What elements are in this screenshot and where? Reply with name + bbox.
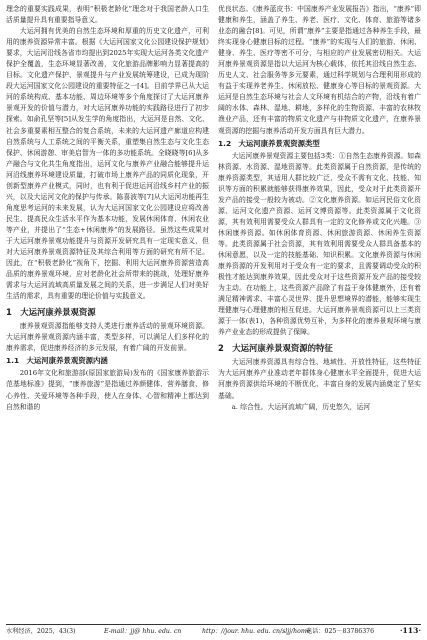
left-column — [6, 4, 209, 413]
journal-citation: 水利经济，2025，43(3) — [6, 628, 76, 635]
subsection-heading: 1.1 大运河康养景观资源内涵 — [6, 356, 108, 366]
paragraph: 康养景观资源指能够支持人类进行康养活动的景观环境资源。大运河康养景观资源内涵丰富，类型多样，可以满足人们多样化的康养需求，促进康养经济的多元发展，有着广阔的开发前景。 — [6, 322, 209, 353]
paragraph: a. 综合性。大运河流域广阔，历史悠久，运河 — [231, 402, 371, 411]
right-column — [218, 4, 421, 413]
section-heading: 1 大运河康养景观资源 — [6, 307, 96, 318]
paragraph: 大运河康养资源具有综合性、地域性、开放性特征，这些特征为大运河康养产业准动老年群体身心健康水平全面提升，促进大运河康养资源供给环境的不断优化、丰富自身的发展内涵奠定了坚实基础。 — [218, 358, 421, 400]
paragraph: 大运河康养景观资源主要包括3类：①自然生态康养资源。如森林资源、水资源、湿地资源等。此类资源属于自然资源，是传统的康养资源类型，其适用人群比较广泛，受众不需有文化、技能、知识等方面的积累就能够获得康养效果，因此，受众对于此类资源开发产品的接受一般较为被动。②文化康养资源。如运河民俗文化资源、运河文化遗产资源、运河文博资源等。此类资源属于文化资源，其有效利用需要受众人群具有一定的文化修养或文化兴趣。③休闲康养资源。如休闲体育资源、休闲旅游资源、休闲养生资源等。此类资源属于社会资源，其有效利用需要受众人群具备基本的休闲意愿，以及一定的技能基础、知识积累。文化康养资源与休闲康养资源的开发利用对于受众有一定的要求，且需要调动受众的积极性才能达到康养效果，因此受众对于这些资源开发产品的接受较为主动。在功能上，这些资源产品除了有益于身体健康外，还有着满足精神需求、丰富心灵世界、提升思想境界的潜能，能够实现生理健康与心理健康的相互促进。大运河康养景观资源可以上三类资源于一体(表1)，各种资源优势互补，为多样化的康养景观环境与康养产业业态的形成提供了保障。 — [218, 151, 421, 337]
paragraph: 大运河拥有优美的自然生态环境和厚重的历史文化遗产，可利用的康养资源异常丰富。根据《大运河国家文化公园建设保护规划》要求，大运河沿线各省市均提出到2025年实现大运河各类文化遗产保护全覆盖，生态环境显著改善，文化旅游品牌影响力显著提高的目标。文化遗产保护、景观提升与产业发展统筹建设，已成为现阶段大运河国家文化公园建设的重要特征之一[4]。目前学界已从大运河的系统构成、基本功能、周边环境等多个角度探讨了大运河康养景观开发的价值与潜力，对大运河康养功能的实践路径进行了初步探索。如俞孔坚等[5]从发生学的角度指出，大运河是自然、文化、社会多重要素相互整合的复合系统，未来的大运河遗产廊道应构建自然系统与人工系统之间的平衡关系，重塑集自然生态与文化生态保护、休闲游憩、审美启智为一体的多功能系统。全晓晓等[6]从多产融合与文化共生角度指出，运河文化与康养产业融合能够提升运河沿线康养环境建设质量，打破市场上康养产品的同质化现象，开创新型康养产业模式，同时，也有利于促进运河沿线乡村产业的振兴，以及大运河文化的保护与传承。陈喜波等[7]从大运河功能再生角度思考运河的未来发展，认为大运河国家文化公园建设应将改善民生、提高民众生活水平作为基本功能，发展休闲体育、休闲农业等产业，并提出了“生态+休闲康养”的发展路径。虽然这些成果对于大运河康养景观功能提升与资源开发研究具有一定现实意义，但对大运河康养景观资源特征及其综合利用等方面的研究有所不足。因此，在“积极老龄化”视角下，挖掘、利用大运河康养资源营造高品质的康养景观环境，应对老龄化社会所带来的挑战，处理好康养需求与大运河流域高质量发展之间的关系，进一步满足人们对美好生活的需求，具有重要的理论价值与实践意义。 — [6, 27, 209, 301]
page-number: ·113· — [399, 626, 421, 635]
section-heading: 2 大运河康养景观资源的特征 — [218, 343, 333, 354]
subsection-heading: 1.2 大运河康养景观资源类型 — [218, 138, 320, 148]
footer-url: http：//jour. hhu. edu. cn/sljj/home — [202, 628, 311, 635]
paragraph: 2016年文化和旅游部(原国家旅游局)发布的《国家康养旅游示范基地标准》提到，“康养旅游”是指通过养颜健体、营养膳食、修心养性、关爱环境等各种手段，使人在身体、心智和精神上都达到自然和谐的 — [6, 369, 209, 411]
footer-phone: 电话：025－83786376 — [306, 628, 375, 635]
page-footer — [6, 624, 421, 635]
paragraph: 优良状态。《康养蓝皮书：中国康养产业发展报告》指出，“康养”即健康和养生，涵盖了养生、养老、医疗、文化、体育、旅游等诸多业态的融合[8]。可见，所谓“康养”主要是指通过各种养生手段，最终实现身心健康目标的过程。“康养”的实现与人们的旅游、休闲、健身、养生、医疗等密不可分，与相应的产业发展密切相关。大运河康养景观资源是指以大运河为核心载体，依托其沿线自然生态、历史人文、社会服务等多元要素，通过科学规划与合理利用形成的有益于实现养老养生、休闲放松、健康身心等目标的景观资源。大运河是自然生态环境与社会人文环境有机结合的产物，沿线有着广阔的水体、森林、湿地、耕地，多样化的生物资源、丰富的农林牧渔业产品，还有丰富的物质文化遗产与非物质文化遗产，在康养景观资源的挖掘与康养活动开发方面具有巨大潜力。 — [218, 5, 421, 135]
paragraph: 理念的重要实践成果，表明“积极老龄化”理念对于我国老龄人口生活质量提升具有重要指导意义。 — [6, 5, 209, 25]
footer-email: E-mail：jj@ hhu. edu. cn — [104, 628, 182, 635]
